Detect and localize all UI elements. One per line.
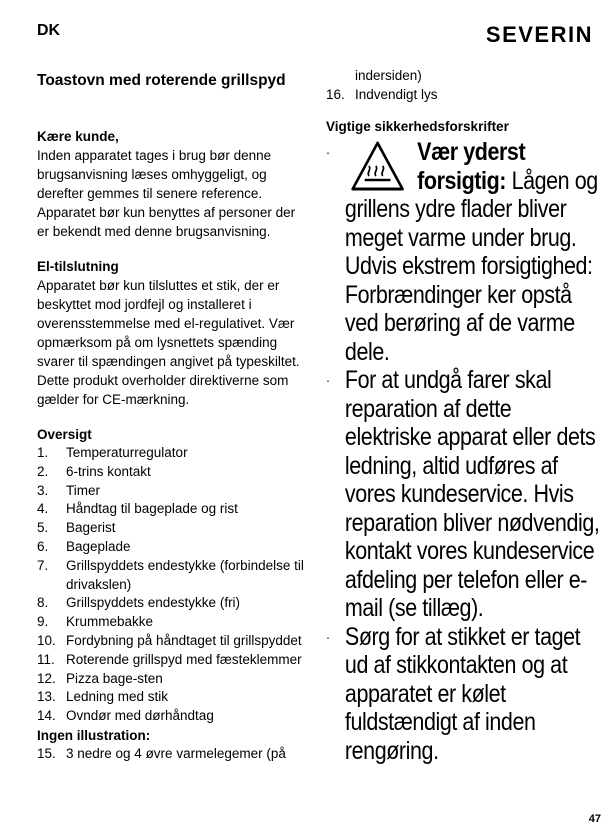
list-item [37,688,307,707]
list-item-text: Roterende grillspyd med fæsteklemmer [66,651,302,667]
list-item-number: 1. [37,445,49,460]
list-item [37,745,307,764]
no-illustration-heading: Ingen illustration: [37,727,151,743]
list-item [37,519,307,538]
list-item [37,613,307,632]
brand-logo: SEVERIN [485,22,593,47]
list-item-number: 11. [37,651,55,667]
list-item-number: 7. [37,557,49,573]
list-item-text: Timer [66,482,100,498]
list-item [37,670,307,689]
left-column [37,70,307,764]
list-item-number: 12. [37,670,56,686]
safety-heading: Vigtige sikkerhedsforskrifter [326,119,509,134]
list-item-number: 2. [37,463,49,479]
list-item-number: 6. [37,538,49,554]
safety-instructions [326,138,599,765]
list-item-continuation: indersiden) [355,68,422,83]
list-item-text: 3 nedre og 4 øvre varmelegemer (på [66,745,286,761]
safety-bullet-text: For at undgå farer skal reparation af dette elektriske apparat eller dets ledning, altid udføres af vores kundeservice. Hvis reparation bliver nødvendig, kontakt vores kundeservice afdeling per telefon eller e-mail (se tillæg). [344,366,600,622]
list-item [37,500,307,519]
bullet-marker: · [326,144,330,160]
list-item-text: Bageplade [66,538,131,554]
safety-bullet [326,623,599,766]
list-item-text: Indvendigt lys [355,87,438,102]
list-item-number: 10. [37,632,56,648]
intro-section [37,127,307,241]
list-item [37,538,307,557]
list-item-text: Håndtag til bageplade og rist [66,501,238,517]
list-item-number: 9. [37,614,49,630]
list-item-text: Bagerist [66,520,116,536]
list-item [37,707,307,726]
intro-heading: Kære kunde, [37,129,119,144]
safety-bullet-text: Sørg for at stikket er taget ud af stikkontakten og at apparatet er kølet fuldstændigt af inden rengøring. [344,622,581,765]
list-item-number: 13. [37,689,56,705]
list-item [37,463,307,482]
right-column [326,66,600,765]
list-item-text: 6-trins kontakt [66,463,151,479]
list-item-text: Ovndør med dørhåndtag [66,708,214,724]
list-item-number: 16. [326,87,345,102]
list-item-text: Krummebakke [66,614,154,630]
overview-section [37,425,307,764]
list-item [37,651,307,670]
list-item-text: Grillspyddets endestykke (forbindelse til drivakslen) [66,557,304,592]
warning-label: Vær yderst forsigtig: [417,138,526,195]
hot-surface-warning-icon [350,140,405,192]
list-item [37,444,307,463]
bullet-marker: · [326,372,330,388]
safety-bullet [326,366,599,623]
list-item [37,557,307,595]
list-item-text: Temperaturregulator [66,445,188,460]
list-item-text: Grillspyddets endestykke (fri) [66,595,241,611]
electrical-heading: El-tilslutning [37,259,119,274]
list-item [326,85,596,104]
list-item [37,594,307,613]
list-item-text: Fordybning på håndtaget til grillspyddet [66,632,302,648]
page-title: Toastovn med roterende grillspyd [37,72,286,89]
electrical-section [37,257,307,409]
list-item-text: Pizza bage-sten [66,670,163,686]
list-item-number: 3. [37,482,49,498]
list-item-text: Ledning med stik [66,689,169,705]
warning-block [345,138,600,366]
electrical-text: Apparatet bør kun tilsluttes et stik, der er beskyttet mod jordfejl og installeret i overensstemmelse med el-regulativet. Vær opmærksom på om lysnettets spænding svarer til spændingen angivet på typeskiltet. Dette produkt overholder direktiverne som gælder for CE-mærkning. [37,278,300,407]
page-number: 47 [588,813,601,825]
list-item [37,482,307,501]
list-item [37,632,307,651]
list-item-number: 15. [37,745,56,761]
warning-text: Lågen og grillens ydre flader bliver meget varme under brug. Udvis ekstrem forsigtighed: Forbrændinger ker opstå ved berøring af de varme dele. [344,166,598,366]
list-item-number: 8. [37,595,49,611]
overview-list [37,444,307,726]
intro-text: Inden apparatet tages i brug bør denne brugsanvisning læses omhyggeligt, og derefter gemmes til senere reference. Apparatet bør kun benyttes af personer der er bekendt med denne brugsanvisning. [37,148,296,239]
overview-list-extra [37,745,307,764]
list-item-number: 4. [37,501,49,517]
language-code: DK [37,22,61,39]
list-item-number: 14. [37,708,56,724]
bullet-marker: · [326,628,330,645]
safety-bullet [326,138,599,366]
overview-heading: Oversigt [37,427,92,442]
list-item-number: 5. [37,520,49,536]
